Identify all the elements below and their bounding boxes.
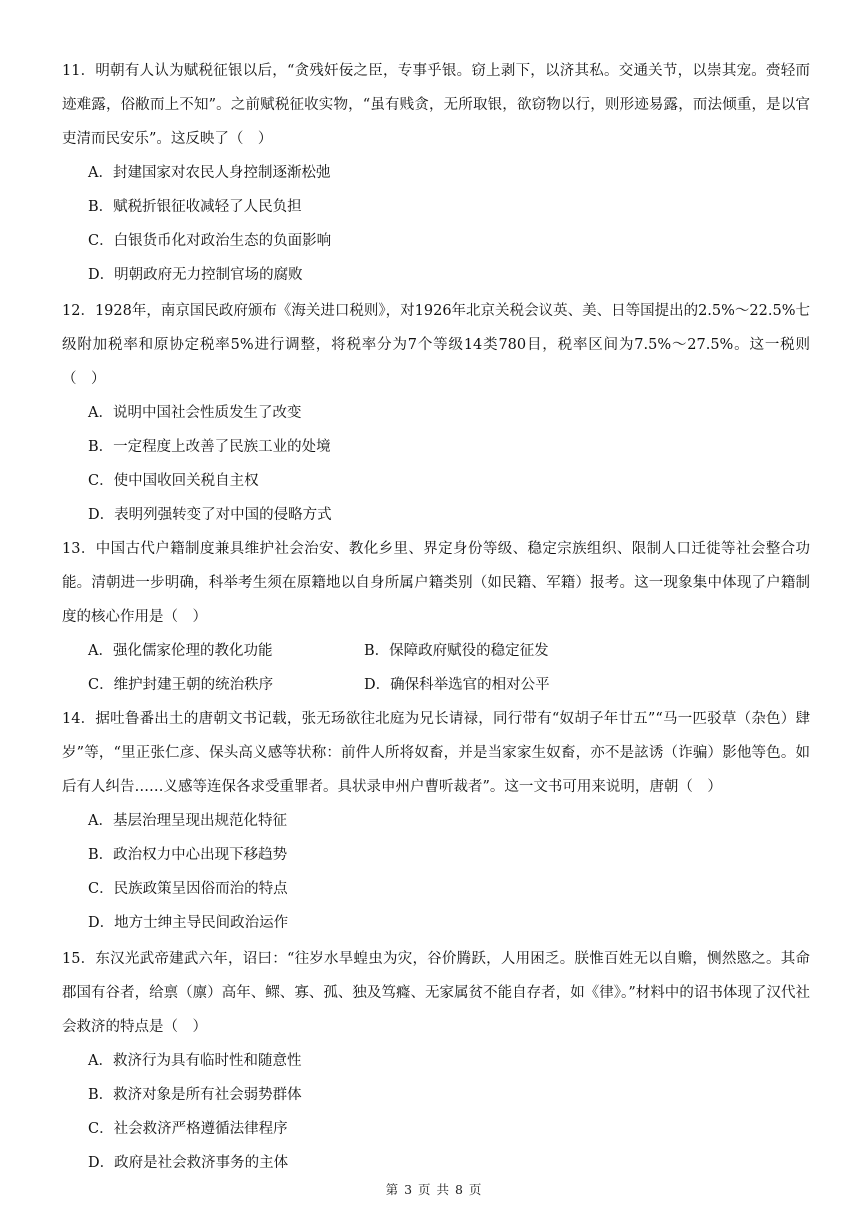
option-c: C．白银货币化对政治生态的负面影响 bbox=[88, 233, 332, 249]
question-stem: 11．明朝有人认为赋税征银以后，“贪残奸佞之臣，专事乎银。窃上剥下，以济其私。交通关节，以崇其宠。赍轻而迹难露，俗敝而上不知”。之前赋税征收实物，“虽有贱贪，无所取银，欲窃物以行，则形迹易露，而法倾重，是以官吏清而民安乐”。这反映了（ ） bbox=[62, 63, 810, 147]
option-b: B．政治权力中心出现下移趋势 bbox=[88, 847, 288, 863]
question-13 bbox=[62, 532, 810, 702]
question-14 bbox=[62, 702, 810, 940]
option-row bbox=[62, 634, 810, 668]
option-a: A．说明中国社会性质发生了改变 bbox=[88, 405, 302, 421]
option-d: D．确保科举选官的相对公平 bbox=[364, 677, 550, 693]
option-a: A．封建国家对农民人身控制逐渐松弛 bbox=[88, 165, 331, 181]
option-c: C．民族政策呈因俗而治的特点 bbox=[88, 881, 288, 897]
option-c: C．维护封建王朝的统治秩序 bbox=[88, 677, 274, 693]
option-c: C．使中国收回关税自主权 bbox=[88, 473, 259, 489]
option-b: B．赋税折银征收减轻了人民负担 bbox=[88, 199, 302, 215]
question-11 bbox=[62, 54, 810, 292]
option-b: B．一定程度上改善了民族工业的处境 bbox=[88, 439, 331, 455]
option-d: D．明朝政府无力控制官场的腐败 bbox=[88, 267, 303, 283]
question-stem: 12．1928年，南京国民政府颁布《海关进口税则》，对1926年北京关税会议英、美、日等国提出的2.5%～22.5%七级附加税率和原协定税率5%进行调整，将税率分为7个等级14类780目，税率区间为7.5%～27.5%。这一税则（ ） bbox=[62, 303, 810, 387]
option-row bbox=[62, 668, 810, 702]
option-b: B．救济对象是所有社会弱势群体 bbox=[88, 1087, 302, 1103]
option-b: B．保障政府赋役的稳定征发 bbox=[364, 643, 549, 659]
option-a: A．救济行为具有临时性和随意性 bbox=[88, 1053, 302, 1069]
question-stem: 13．中国古代户籍制度兼具维护社会治安、教化乡里、界定身份等级、稳定宗族组织、限制人口迁徙等社会整合功能。清朝进一步明确，科举考生须在原籍地以自身所属户籍类别（如民籍、军籍）报考。这一现象集中体现了户籍制度的核心作用是（ ） bbox=[62, 541, 810, 625]
option-d: D．地方士绅主导民间政治运作 bbox=[88, 915, 289, 931]
option-c: C．社会救济严格遵循法律程序 bbox=[88, 1121, 288, 1137]
question-15 bbox=[62, 942, 810, 1180]
page-footer: 第 3 页 共 8 页 bbox=[385, 1182, 483, 1197]
question-stem: 14．据吐鲁番出土的唐朝文书记载，张无玚欲往北庭为兄长请禄，同行带有“奴胡子年廿五”“马一匹驳草（杂色）肆岁”等，“里正张仁彦、保头高义感等状称：前件人所将奴畜，并是当家家生奴畜，亦不是詃诱（诈骗）影他等色。如后有人纠告……义感等连保各求受重罪者。具状录申州户曹听裁者”。这一文书可用来说明，唐朝（ ） bbox=[62, 711, 810, 795]
question-stem: 15．东汉光武帝建武六年，诏曰：“往岁水旱蝗虫为灾，谷价腾跃，人用困乏。朕惟百姓无以自赡，恻然愍之。其命郡国有谷者，给禀（廪）高年、鳏、寡、孤、独及笃癃、无家属贫不能自存者，如《律》。”材料中的诏书体现了汉代社会救济的特点是（ ） bbox=[62, 951, 810, 1035]
question-12 bbox=[62, 294, 810, 532]
option-d: D．政府是社会救济事务的主体 bbox=[88, 1155, 289, 1171]
option-a: A．强化儒家伦理的教化功能 bbox=[88, 643, 273, 659]
option-d: D．表明列强转变了对中国的侵略方式 bbox=[88, 507, 332, 523]
option-a: A．基层治理呈现出规范化特征 bbox=[88, 813, 287, 829]
